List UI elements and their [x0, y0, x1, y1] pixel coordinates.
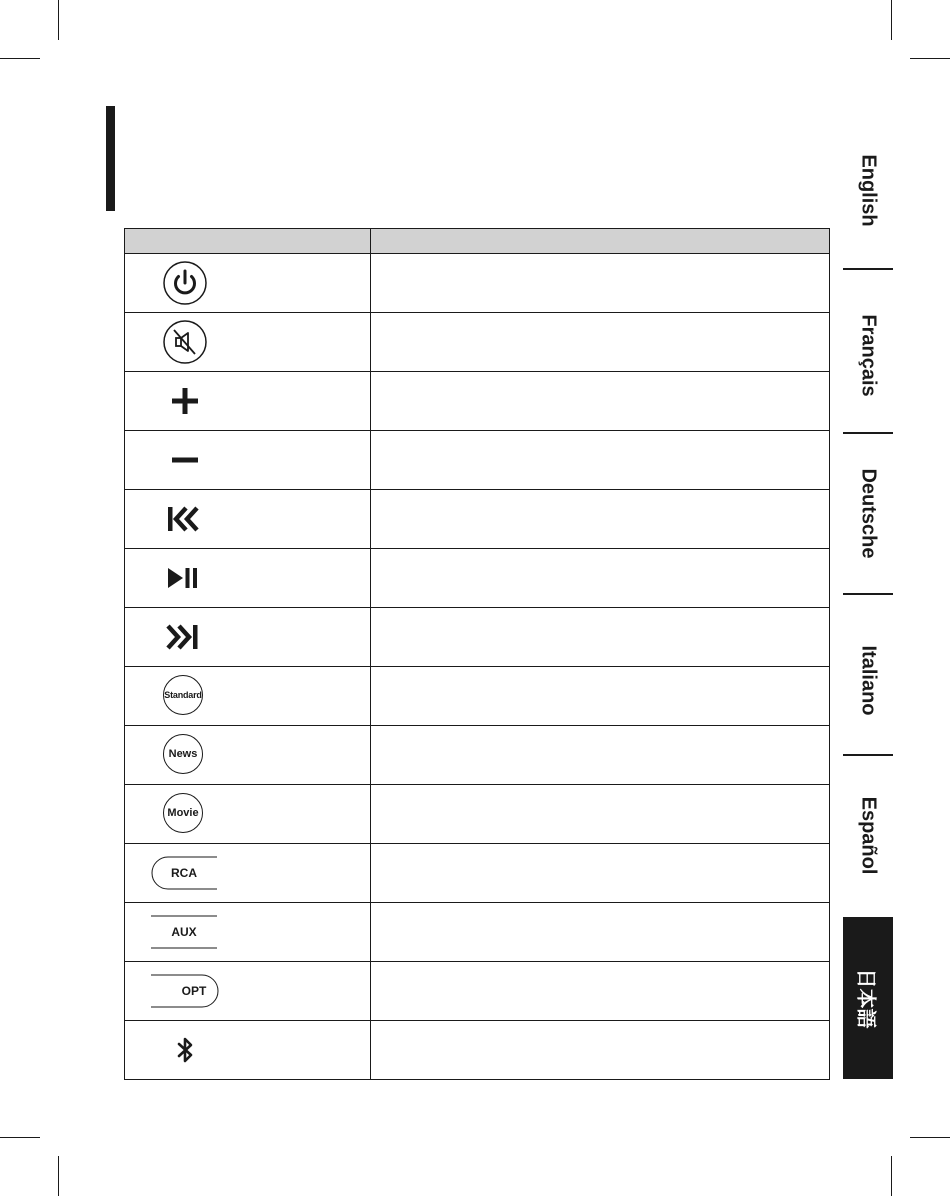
aux-key-label: AUX: [171, 925, 197, 939]
key-cell: [125, 667, 371, 726]
table-row: [125, 549, 830, 608]
language-tab-francais[interactable]: [843, 300, 893, 410]
tab-divider: [843, 754, 893, 756]
section-title-bar: [106, 106, 115, 211]
crop-mark: [0, 58, 40, 59]
table-row: [125, 372, 830, 431]
key-description: [371, 313, 830, 372]
power-icon: [161, 259, 209, 307]
key-description: [371, 372, 830, 431]
key-cell: [125, 785, 371, 844]
table-row: [125, 903, 830, 962]
language-tab-label: English: [857, 153, 880, 227]
language-tab-label: Français: [857, 313, 880, 397]
table-row: [125, 313, 830, 372]
language-tab-japanese[interactable]: [843, 917, 893, 1079]
crop-mark: [891, 1156, 892, 1196]
language-tab-label: 日本語: [854, 968, 877, 1028]
key-description: [371, 549, 830, 608]
next-track-icon: [161, 613, 209, 661]
opt-input-button: [151, 974, 217, 1008]
table-row: [125, 490, 830, 549]
key-cell: [125, 313, 371, 372]
mute-icon: [161, 318, 209, 366]
news-mode-button: News: [163, 734, 203, 774]
standard-mode-button: Standard: [163, 675, 203, 715]
key-description: [371, 844, 830, 903]
table-header-row: [125, 229, 830, 254]
key-cell: [125, 1021, 371, 1080]
crop-mark: [891, 0, 892, 40]
language-tab-espanol[interactable]: [843, 780, 893, 890]
table-row: [125, 431, 830, 490]
header-button: [125, 229, 371, 254]
language-tab-label: Italiano: [857, 644, 880, 716]
key-description: [371, 254, 830, 313]
key-cell: [125, 372, 371, 431]
key-cell: [125, 490, 371, 549]
crop-mark: [910, 1137, 950, 1138]
key-description: [371, 962, 830, 1021]
crop-mark: [58, 0, 59, 40]
key-cell: [125, 726, 371, 785]
key-description: [371, 431, 830, 490]
tab-divider: [843, 432, 893, 434]
key-cell: [125, 962, 371, 1021]
tab-divider: [843, 268, 893, 270]
volume-up-icon: [161, 377, 209, 425]
language-tab-english[interactable]: [843, 135, 893, 245]
key-cell: [125, 844, 371, 903]
table-row: [125, 608, 830, 667]
key-description: [371, 608, 830, 667]
crop-mark: [0, 1137, 40, 1138]
opt-key-label: OPT: [181, 984, 207, 998]
table-row: [125, 844, 830, 903]
aux-input-button: [151, 915, 217, 949]
header-description: [371, 229, 830, 254]
key-cell: [125, 903, 371, 962]
crop-mark: [58, 1156, 59, 1196]
language-tab-deutsche[interactable]: [843, 458, 893, 568]
previous-track-icon: [161, 495, 209, 543]
language-tab-label: Español: [857, 796, 880, 874]
key-cell: [125, 549, 371, 608]
table-row: [125, 1021, 830, 1080]
table-row: [125, 254, 830, 313]
key-cell: [125, 431, 371, 490]
movie-mode-button: Movie: [163, 793, 203, 833]
table-row: [125, 962, 830, 1021]
table-row: [125, 726, 830, 785]
key-description: [371, 903, 830, 962]
crop-mark: [910, 58, 950, 59]
rca-input-button: [151, 856, 217, 890]
key-cell: [125, 608, 371, 667]
language-tab-italiano[interactable]: [843, 625, 893, 735]
bluetooth-icon: [161, 1026, 209, 1074]
language-tab-label: Deutsche: [857, 467, 880, 559]
table-row: [125, 667, 830, 726]
volume-down-icon: [161, 436, 209, 484]
key-description: [371, 667, 830, 726]
tab-divider: [843, 593, 893, 595]
remote-key-table: [124, 228, 830, 1080]
key-description: [371, 1021, 830, 1080]
rca-key-label: RCA: [171, 866, 197, 880]
key-description: [371, 490, 830, 549]
play-pause-icon: [161, 554, 209, 602]
key-description: [371, 785, 830, 844]
key-description: [371, 726, 830, 785]
key-cell: [125, 254, 371, 313]
table-row: [125, 785, 830, 844]
